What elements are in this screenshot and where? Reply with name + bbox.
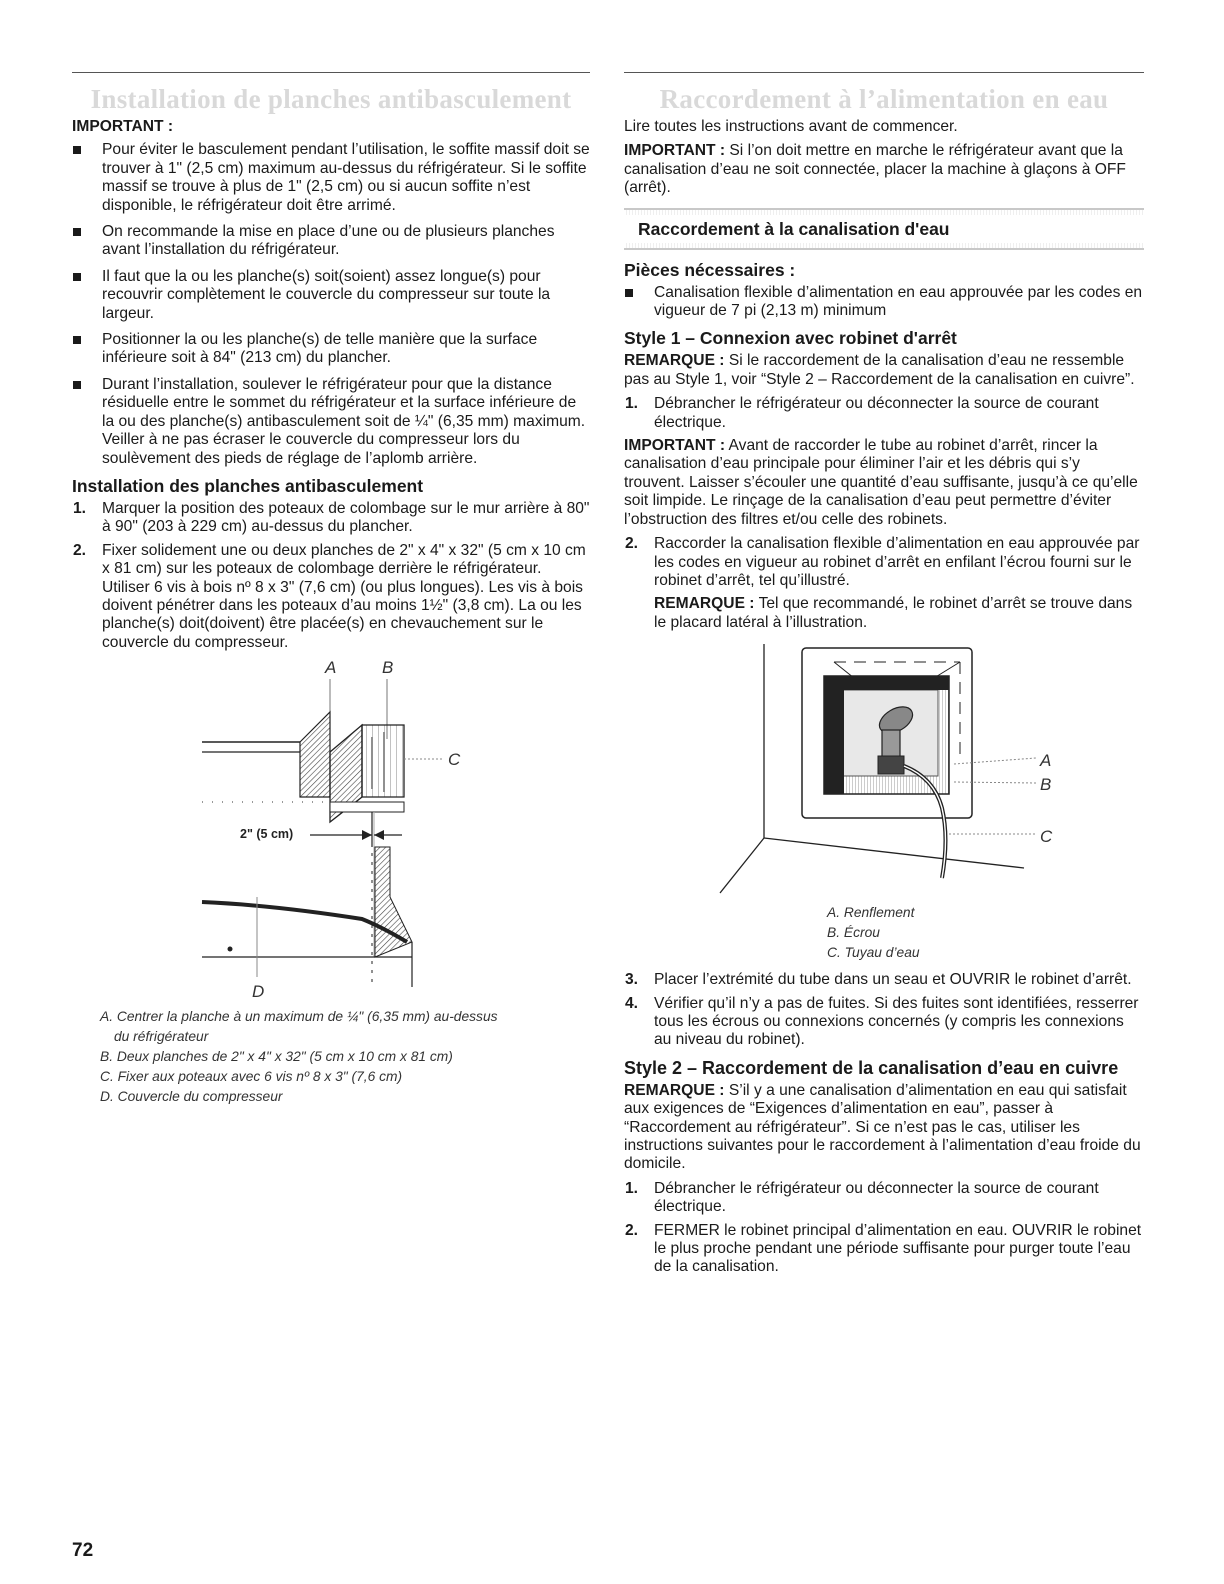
subsection-title: Raccordement à la canalisation d'eau xyxy=(638,218,950,239)
list-item xyxy=(624,1180,1144,1217)
list-item: Durant l’installation, soulever le réfrigérateur pour que la distance résiduelle entre le sommet du réfrigérateur et la surface inférieure de la ou des planche(s) antibasculement soit de ¼" (6,35 mm) maximum. Veiller à ne pas écraser le couvercle du compresseur lors du soulèvement des pieds de réglage de l’aplomb arrière. xyxy=(72,376,590,468)
figure-captions xyxy=(100,1007,590,1107)
step2-note xyxy=(654,595,1144,632)
style2-heading: Style 2 – Raccordement de la canalisation d’eau en cuivre xyxy=(624,1057,1119,1078)
list-item xyxy=(72,542,590,652)
list-item: On recommande la mise en place d’une ou de plusieurs planches avant l’installation du réfrigérateur. xyxy=(72,223,590,260)
label-d: D xyxy=(252,982,265,1002)
step-number: 1. xyxy=(625,395,639,413)
label-c: C xyxy=(1040,827,1053,847)
style1-steps-after xyxy=(624,971,1144,1050)
caption-b: B. Deux planches de 2" x 4" x 32" (5 cm x 10 cm x 81 cm) xyxy=(100,1049,453,1065)
note-label: REMARQUE : xyxy=(654,595,755,613)
section-title-water: Raccordement à l’alimentation en eau xyxy=(659,84,1109,114)
caption-a: A. Centrer la planche à un maximum de ¼" (6,35 mm) au-dessus xyxy=(100,1009,498,1025)
list-item xyxy=(624,395,1144,432)
stud-wall xyxy=(300,712,330,797)
left-column xyxy=(72,72,590,1107)
important-label: IMPORTANT : xyxy=(624,437,726,455)
caption-b: B. Écrou xyxy=(827,925,880,941)
important-text: Si l’on doit mettre en marche le réfrigérateur avant que la canalisation d’eau ne soit connectée, placer la machine à glaçons à OFF (arrêt). xyxy=(624,142,1126,197)
list-item xyxy=(624,995,1144,1050)
important-label: IMPORTANT : xyxy=(72,118,174,135)
step-text: Placer l’extrémité du tube dans un seau et OUVRIR le robinet d’arrêt. xyxy=(654,971,1132,989)
step-text: Marquer la position des poteaux de colombage sur le mur arrière à 80" à 90" (203 à 229 cm) au-dessus du plancher. xyxy=(102,499,590,536)
note-label: REMARQUE : xyxy=(624,1081,725,1099)
section-rule xyxy=(624,72,1144,73)
style1-step-2 xyxy=(624,535,1144,632)
antitip-board-figure xyxy=(72,657,590,1007)
caption-c: C. Fixer aux poteaux avec 6 vis nº 8 x 3" (7,6 cm) xyxy=(100,1069,403,1085)
style2-steps xyxy=(624,1180,1144,1277)
style1-note xyxy=(624,352,1144,389)
list-item: Il faut que la ou les planche(s) soit(soient) assez longue(s) pour recouvrir complètement le couvercle du compresseur sur toute la largeur. xyxy=(72,268,590,323)
subheading-board-install: Installation des planches antibasculement xyxy=(72,475,424,496)
list-item xyxy=(72,500,590,537)
step-number: 2. xyxy=(625,1221,639,1239)
important-list xyxy=(72,141,590,468)
important-paragraph xyxy=(624,142,1144,197)
intro-text: Lire toutes les instructions avant de commencer. xyxy=(624,118,958,135)
label-b: B xyxy=(382,658,394,678)
caption-c: C. Tuyau d’eau xyxy=(827,945,920,961)
list-item xyxy=(624,971,1144,989)
list-item xyxy=(624,1222,1144,1277)
list-item: Positionner la ou les planche(s) de telle manière que la surface inférieure soit à 84" (213 cm) du plancher. xyxy=(72,331,590,368)
note-text: Si le raccordement de la canalisation d’eau ne ressemble pas au Style 1, voir “Style 2 – Raccordement de la canalisation en cuivre”. xyxy=(624,352,1135,388)
label-c: C xyxy=(448,750,461,770)
figure-captions xyxy=(827,903,1144,963)
label-a: A xyxy=(1040,751,1052,771)
caption-a: A. Renflement xyxy=(827,905,915,921)
subsection-banner xyxy=(624,208,1144,250)
step-number: 1. xyxy=(625,1179,639,1197)
caption-a-cont: du réfrigérateur xyxy=(114,1029,209,1045)
step-number: 2. xyxy=(625,535,639,553)
important-label: IMPORTANT : xyxy=(624,142,726,160)
dimension-label: 2" (5 cm) xyxy=(240,827,294,842)
note-label: REMARQUE : xyxy=(624,352,725,370)
step-text: FERMER le robinet principal d’alimentation en eau. OUVRIR le robinet le plus proche pendant une période suffisante pour purger toute l’eau de la canalisation. xyxy=(654,1221,1142,1276)
board-2 xyxy=(362,725,404,797)
step-text: Débrancher le réfrigérateur ou déconnecter la source de courant électrique. xyxy=(654,395,1099,431)
right-column xyxy=(624,72,1144,1282)
fridge-top-edge xyxy=(330,802,404,812)
step-number: 2. xyxy=(73,541,87,559)
important-text: Avant de raccorder le tube au robinet d’arrêt, rincer la canalisation d’eau principale pour éliminer l’air et les débris qui s’y trouvent. Laisser s’écouler une quantité d’eau suffisante, jusqu’à ce qu’elle soit limpide. Le rinçage de la canalisation d’eau peut permettre d’éviter l’obstruction des filtres et/ou celle des robinets. xyxy=(624,437,1138,528)
section-rule xyxy=(72,72,590,73)
step-number: 1. xyxy=(73,499,87,517)
step-number: 3. xyxy=(625,971,639,989)
label-a: A xyxy=(325,658,337,678)
step-text: Fixer solidement une ou deux planches de 2" x 4" x 32" (5 cm x 10 cm x 81 cm) sur les poteaux de colombage derrière le réfrigérateur. Utiliser 6 vis à bois nº 8 x 3" (7,6 cm) (ou plus longues). Les vis à bois doivent pénétrer dans les poteaux d’au moins 1½" (3,8 cm). La ou les planche(s) doit(doivent) être placée(s) en chevauchement sur le couvercle du compresseur. xyxy=(102,541,586,651)
parts-list xyxy=(624,284,1144,321)
list-item: Canalisation flexible d’alimentation en eau approuvée par les codes en vigueur de 7 pi (2,13 m) minimum xyxy=(624,284,1144,321)
label-b: B xyxy=(1040,775,1052,795)
list-item: Pour éviter le basculement pendant l’utilisation, le soffite massif doit se trouver à 1" (2,5 cm) maximum au-dessus du réfrigérateur. Si le soffite massif se trouve à plus de 1" (2,5 cm) ou si aucun soffite n’est disponible, le réfrigérateur doit être arrimé. xyxy=(72,141,590,215)
step-text: Raccorder la canalisation flexible d’alimentation en eau approuvée par les codes en vigueur au robinet d’arrêt en enfilant l’écrou fourni sur le robinet d’arrêt, tel qu’illustré. xyxy=(654,535,1140,589)
section-title-antitip: Installation de planches antibasculement xyxy=(90,84,572,114)
list-item xyxy=(624,535,1144,632)
important2-paragraph xyxy=(624,437,1144,529)
style1-heading: Style 1 – Connexion avec robinet d'arrêt xyxy=(624,328,957,349)
page-number: 72 xyxy=(72,1540,94,1561)
note-text: Tel que recommandé, le robinet d’arrêt se trouve dans le placard latéral à l’illustration. xyxy=(654,595,1133,631)
step-text: Vérifier qu’il n’y a pas de fuites. Si des fuites sont identifiées, resserrer tous les écrous ou connexions concernés (y compris les connexions au niveau du robinet). xyxy=(654,994,1139,1049)
parts-heading: Pièces nécessaires : xyxy=(624,259,796,280)
note-text: S’il y a une canalisation d’alimentation en eau qui satisfait aux exigences de “Exigences d’alimentation en eau”, passer à “Raccordement au réfrigérateur”. Si ce n’est pas le cas, utiliser les instructions suivantes pour le raccordement à l’alimentation d’eau froide du domicile. xyxy=(624,1081,1141,1173)
shutoff-valve-figure xyxy=(624,638,1144,903)
step-number: 4. xyxy=(625,994,639,1012)
caption-d: D. Couvercle du compresseur xyxy=(100,1089,283,1105)
step-text: Débrancher le réfrigérateur ou déconnecter la source de courant électrique. xyxy=(654,1179,1099,1216)
board-steps xyxy=(72,500,590,652)
style1-step-1 xyxy=(624,395,1144,432)
style2-note xyxy=(624,1082,1144,1174)
